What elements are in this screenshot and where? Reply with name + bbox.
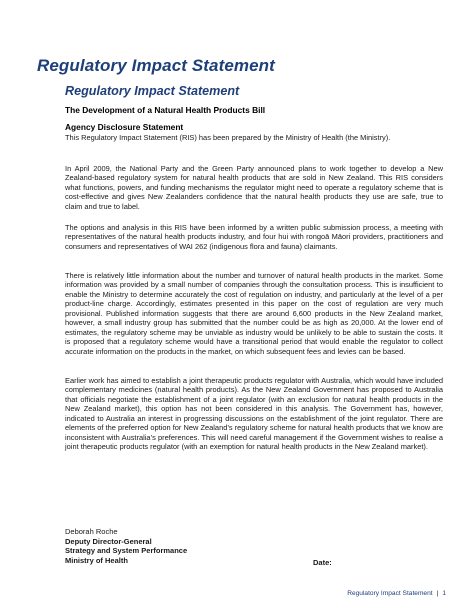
- signatory-name: Deborah Roche: [65, 527, 118, 536]
- page-number: 1: [442, 590, 446, 597]
- footer-label: Regulatory Impact Statement: [347, 590, 433, 597]
- paragraph-intro: This Regulatory Impact Statement (RIS) has been prepared by the Ministry of Health (the Ministry).: [65, 133, 391, 142]
- paragraph-background: In April 2009, the National Party and the Green Party announced plans to work together to develop a New Zealand-based regulatory system for natural health products that are sold in New Zealand. This RIS considers what functions, powers, and funding mechanisms the regulator might need to operate a regulatory scheme that is cost-effective and gives New Zealanders confidence that the natural health products they use are safe, true to claim and true to label.: [65, 164, 443, 211]
- date-label: Date:: [313, 558, 332, 567]
- bill-heading: The Development of a Natural Health Products Bill: [65, 105, 266, 115]
- signatory-block: [65, 527, 187, 565]
- signatory-ministry: Ministry of Health: [65, 555, 128, 565]
- page-footer: [347, 590, 446, 597]
- signatory-position: Deputy Director-General: [65, 536, 152, 546]
- footer-separator: |: [436, 590, 439, 597]
- paragraph-cost-information: There is relatively little information about the number and turnover of natural health products in the market. Some information was provided by a small number of companies through the consultation process. This is insufficient to enable the Ministry to determine accurately the cost of regulation on industry, and particularly at the level of a per product-line charge. Accordingly, estimates presented in this paper on the cost of regulation are very much provisional. Published information suggests that there are around 6,600 products in the New Zealand market, however, a small industry group has submitted that the number could be as high as 20,000. At the lower end of estimates, the regulatory scheme may be unviable as industry would be unlikely to be able to sustain the costs. It is proposed that a regulatory scheme would have a transitional period that would enable the regulator to collect accurate information on the products in the market, on which subsequent fees and levies can be based.: [65, 271, 443, 356]
- signatory-unit: Strategy and System Performance: [65, 546, 188, 556]
- agency-disclosure-heading: Agency Disclosure Statement: [65, 122, 184, 132]
- section-title: Regulatory Impact Statement: [65, 84, 240, 98]
- paragraph-joint-regulator: Earlier work has aimed to establish a joint therapeutic products regulator with Australia, which would have included complementary medicines (natural health products). As the New Zealand Government has proposed to Australia that officials negotiate the establishment of a joint regulator (with an exclusion for natural health products in the New Zealand market), this option has not been considered in this analysis. The Government has, however, indicated to Australia an interest in progressing discussions on the establishment of the joint regulator. There are elements of the preferred option for New Zealand’s regulatory scheme for natural health products that we know are inconsistent with Australia’s preferences. This will need careful management if the Government wishes to realise a joint therapeutic products regulator (with an exemption for natural health products in the New Zealand market).: [65, 376, 443, 452]
- page-title: Regulatory Impact Statement: [37, 56, 275, 75]
- paragraph-consultation: The options and analysis in this RIS have been informed by a written public submission process, a meeting with representatives of the natural health products industry, and four hui with rongoā Māori providers, practitioners and consumers and representatives of WAI 262 (indigenous flora and fauna) claimants.: [65, 223, 443, 251]
